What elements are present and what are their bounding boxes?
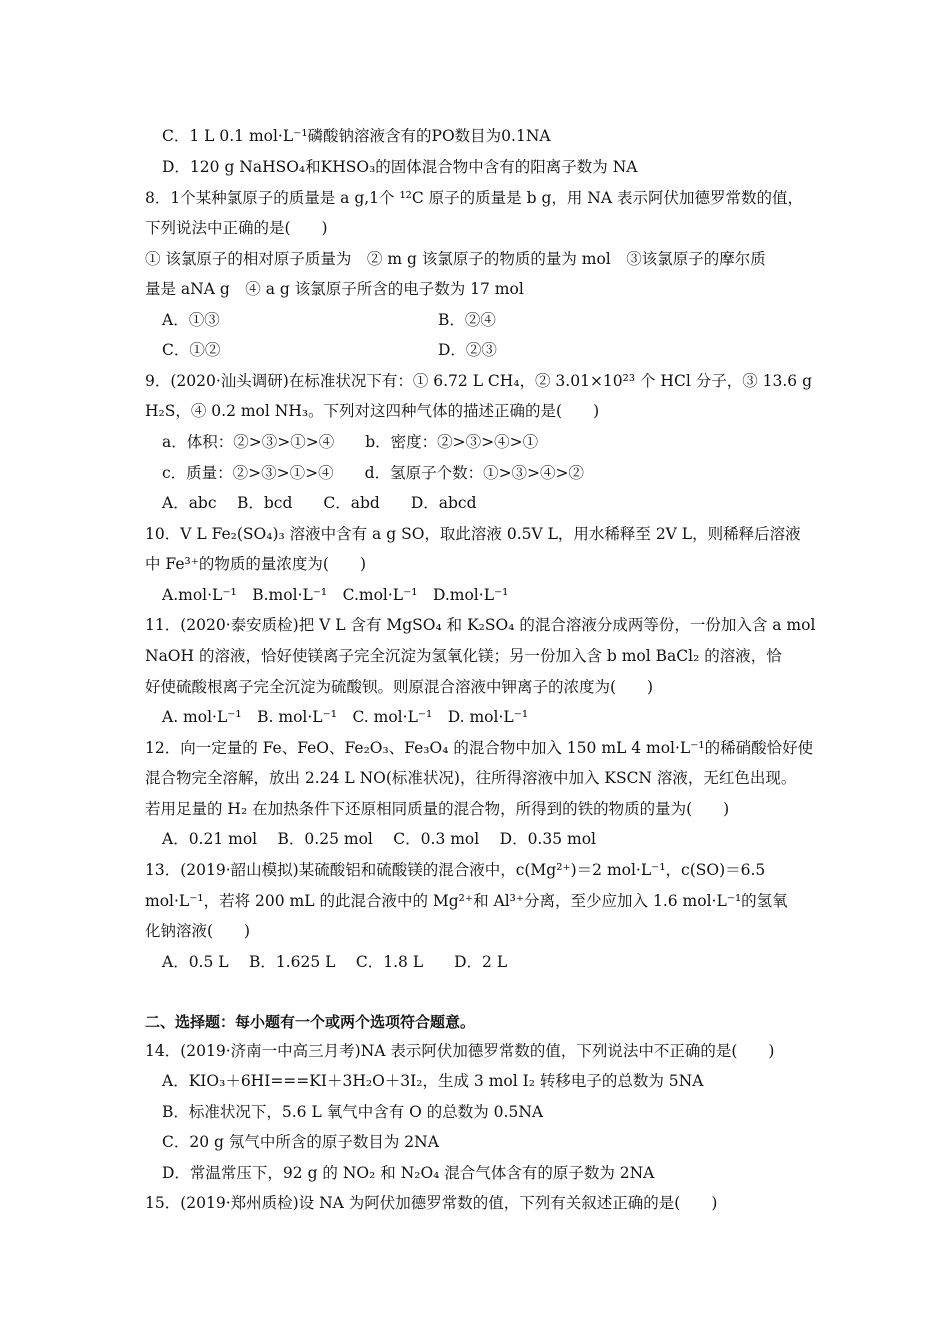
q12-stem-line2: 混合物完全溶解，放出 2.24 L NO(标准状况)，往所得溶液中加入 KSCN 溶液，无红色出现。 (145, 769, 797, 787)
q9-criteria-ab: a．体积：②>③>①>④ b．密度：②>③>④>① (162, 433, 539, 451)
q9-options: A．abc B．bcd C．abd D．abcd (162, 494, 477, 512)
q11-stem-line2: NaOH 的溶液，恰好使镁离子完全沉淀为氢氧化镁；另一份加入含 b mol BaCl₂ 的溶液，恰 (145, 647, 782, 665)
q10-stem-line1: 10．V L Fe₂(SO₄)₃ 溶液中含有 a g SO，取此溶液 0.5V L，用水稀释至 2V L，则稀释后溶液 (145, 525, 801, 543)
q8-option-b: B．②④ (438, 311, 496, 329)
q10-options: A.mol·L⁻¹ B.mol·L⁻¹ C.mol·L⁻¹ D.mol·L⁻¹ (162, 586, 509, 604)
q11-stem-line3: 好使硫酸根离子完全沉淀为硫酸钡。则原混合溶液中钾离子的浓度为( ) (145, 678, 654, 696)
q8-stem-line2: 下列说法中正确的是( ) (145, 219, 328, 237)
q8-statements-line1: ① 该氯原子的相对原子质量为 ② m g 该氯原子的物质的量为 mol ③该氯原子的摩尔质 (145, 250, 766, 268)
q9-criteria-cd: c．质量：②>③>①>④ d．氢原子个数：①>③>④>② (162, 464, 585, 482)
q12-stem-line3: 若用足量的 H₂ 在加热条件下还原相同质量的混合物，所得到的铁的物质的量为( ) (145, 800, 730, 818)
q10-stem-line2: 中 Fe³⁺的物质的量浓度为( ) (145, 555, 366, 573)
q14-option-b: B．标准状况下，5.6 L 氧气中含有 O 的总数为 0.5NA (162, 1103, 544, 1121)
q11-stem-line1: 11．(2020·泰安质检)把 V L 含有 MgSO₄ 和 K₂SO₄ 的混合溶液分成两等份，一份加入含 a mol (145, 616, 816, 634)
q7-option-c: C．1 L 0.1 mol·L⁻¹磷酸钠溶液含有的PO数目为0.1NA (162, 127, 551, 145)
q8-option-c: C．①② (162, 341, 221, 359)
q8-statements-line2: 量是 aNA g ④ a g 该氯原子所含的电子数为 17 mol (145, 280, 524, 298)
q8-option-a: A．①③ (162, 311, 220, 329)
q13-stem-line3: 化钠溶液( ) (145, 922, 251, 940)
q11-options: A. mol·L⁻¹ B. mol·L⁻¹ C. mol·L⁻¹ D. mol·L⁻¹ (162, 708, 529, 726)
q9-stem-line1: 9．(2020·汕头调研)在标准状况下有：① 6.72 L CH₄，② 3.01×10²³ 个 HCl 分子，③ 13.6 g (145, 372, 812, 390)
q14-option-c: C．20 g 氖气中所含的原子数目为 2NA (162, 1133, 439, 1151)
q14-option-a: A．KIO₃＋6HI===KI＋3H₂O＋3I₂，生成 3 mol I₂ 转移电子的总数为 5NA (162, 1072, 704, 1090)
q8-option-d: D．②③ (438, 341, 497, 359)
q14-option-d: D．常温常压下，92 g 的 NO₂ 和 N₂O₄ 混合气体含有的原子数为 2NA (162, 1164, 655, 1182)
q7-option-d: D．120 g NaHSO₄和KHSO₃的固体混合物中含有的阳离子数为 NA (162, 158, 638, 176)
q14-stem: 14．(2019·济南一中高三月考)NA 表示阿伏加德罗常数的值，下列说法中不正确的是( ) (145, 1042, 775, 1060)
q13-stem-line2: mol·L⁻¹，若将 200 mL 的此混合液中的 Mg²⁺和 Al³⁺分离，至少应加入 1.6 mol·L⁻¹的氢氧 (145, 892, 788, 910)
q12-options: A．0.21 mol B．0.25 mol C．0.3 mol D．0.35 mol (162, 830, 596, 848)
q8-stem-line1: 8．1个某种氯原子的质量是 a g,1个 ¹²C 原子的质量是 b g，用 NA 表示阿伏加德罗常数的值， (145, 189, 803, 207)
q9-stem-line2: H₂S，④ 0.2 mol NH₃。下列对这四种气体的描述正确的是( ) (145, 402, 600, 420)
section-heading: 二、选择题：每小题有一个或两个选项符合题意。 (145, 1013, 476, 1031)
q15-stem: 15．(2019·郑州质检)设 NA 为阿伏加德罗常数的值，下列有关叙述正确的是( ) (145, 1194, 718, 1212)
q13-stem-line1: 13．(2019·韶山模拟)某硫酸铝和硫酸镁的混合液中，c(Mg²⁺)＝2 mol·L⁻¹，c(SO)＝6.5 (145, 861, 766, 879)
q13-options: A．0.5 L B．1.625 L C．1.8 L D．2 L (162, 953, 508, 971)
q12-stem-line1: 12．向一定量的 Fe、FeO、Fe₂O₃、Fe₃O₄ 的混合物中加入 150 mL 4 mol·L⁻¹的稀硝酸恰好使 (145, 739, 814, 757)
